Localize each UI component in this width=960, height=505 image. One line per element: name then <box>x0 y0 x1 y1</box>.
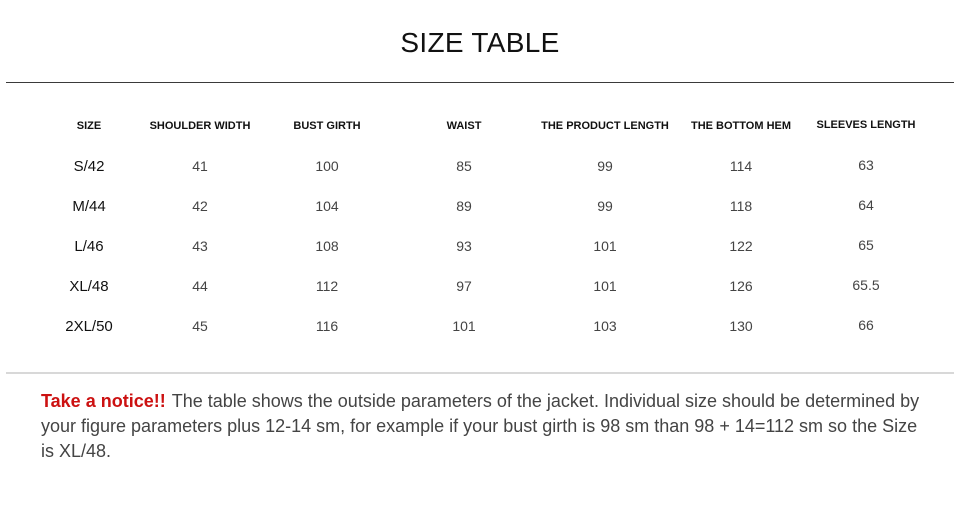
header-size: SIZE <box>76 120 102 132</box>
header-bust-girth: BUST GIRTH <box>293 120 361 132</box>
cell-bust-girth: 108 <box>315 238 339 254</box>
notice-label: Take a notice!! <box>41 391 166 411</box>
table-divider <box>6 372 954 374</box>
cell-size: M/44 <box>72 198 106 215</box>
notice-text: The table shows the outside parameters of the jacket. Individual size should be determined by your figure parameters plus 12-14 sm, for example if your bust girth is 98 sm than 98 + 14=112 sm so the Size is XL/48. <box>41 391 920 461</box>
cell-bust-girth: 116 <box>315 318 339 334</box>
cell-bust-girth: 100 <box>315 158 339 174</box>
page-title: SIZE TABLE <box>400 27 560 58</box>
notice-paragraph <box>41 389 931 464</box>
cell-waist: 97 <box>456 278 472 294</box>
cell-size: S/42 <box>73 158 105 175</box>
cell-sleeves-length: 64 <box>858 197 874 213</box>
cell-bottom-hem: 130 <box>729 318 753 334</box>
cell-sleeves-length: 65 <box>858 237 874 253</box>
cell-bottom-hem: 118 <box>729 198 753 214</box>
cell-shoulder-width: 42 <box>192 198 208 214</box>
cell-bust-girth: 112 <box>315 278 339 294</box>
header-shoulder-width: SHOULDER WIDTH <box>149 120 251 132</box>
cell-sleeves-length: 66 <box>858 317 874 333</box>
cell-product-length: 101 <box>593 278 617 294</box>
title-divider <box>6 82 954 83</box>
cell-size: XL/48 <box>69 278 109 295</box>
cell-shoulder-width: 41 <box>192 158 208 174</box>
cell-product-length: 101 <box>593 238 617 254</box>
cell-shoulder-width: 44 <box>192 278 208 294</box>
header-product-length: THE PRODUCT LENGTH <box>541 120 669 132</box>
header-waist: WAIST <box>446 120 482 132</box>
header-bottom-hem: THE BOTTOM HEM <box>690 120 792 132</box>
cell-bottom-hem: 126 <box>729 278 753 294</box>
cell-waist: 89 <box>456 198 472 214</box>
cell-bottom-hem: 114 <box>729 158 753 174</box>
cell-waist: 93 <box>456 238 472 254</box>
cell-size: L/46 <box>74 238 104 255</box>
cell-product-length: 99 <box>597 198 613 214</box>
cell-waist: 85 <box>456 158 472 174</box>
cell-sleeves-length: 63 <box>858 157 874 173</box>
cell-bottom-hem: 122 <box>729 238 753 254</box>
cell-waist: 101 <box>452 318 476 334</box>
cell-product-length: 103 <box>593 318 617 334</box>
cell-shoulder-width: 45 <box>192 318 208 334</box>
cell-shoulder-width: 43 <box>192 238 208 254</box>
cell-bust-girth: 104 <box>315 198 339 214</box>
cell-product-length: 99 <box>597 158 613 174</box>
cell-size: 2XL/50 <box>65 318 113 335</box>
cell-sleeves-length: 65.5 <box>852 277 880 293</box>
header-sleeves-length: SLEEVES LENGTH <box>816 119 916 131</box>
